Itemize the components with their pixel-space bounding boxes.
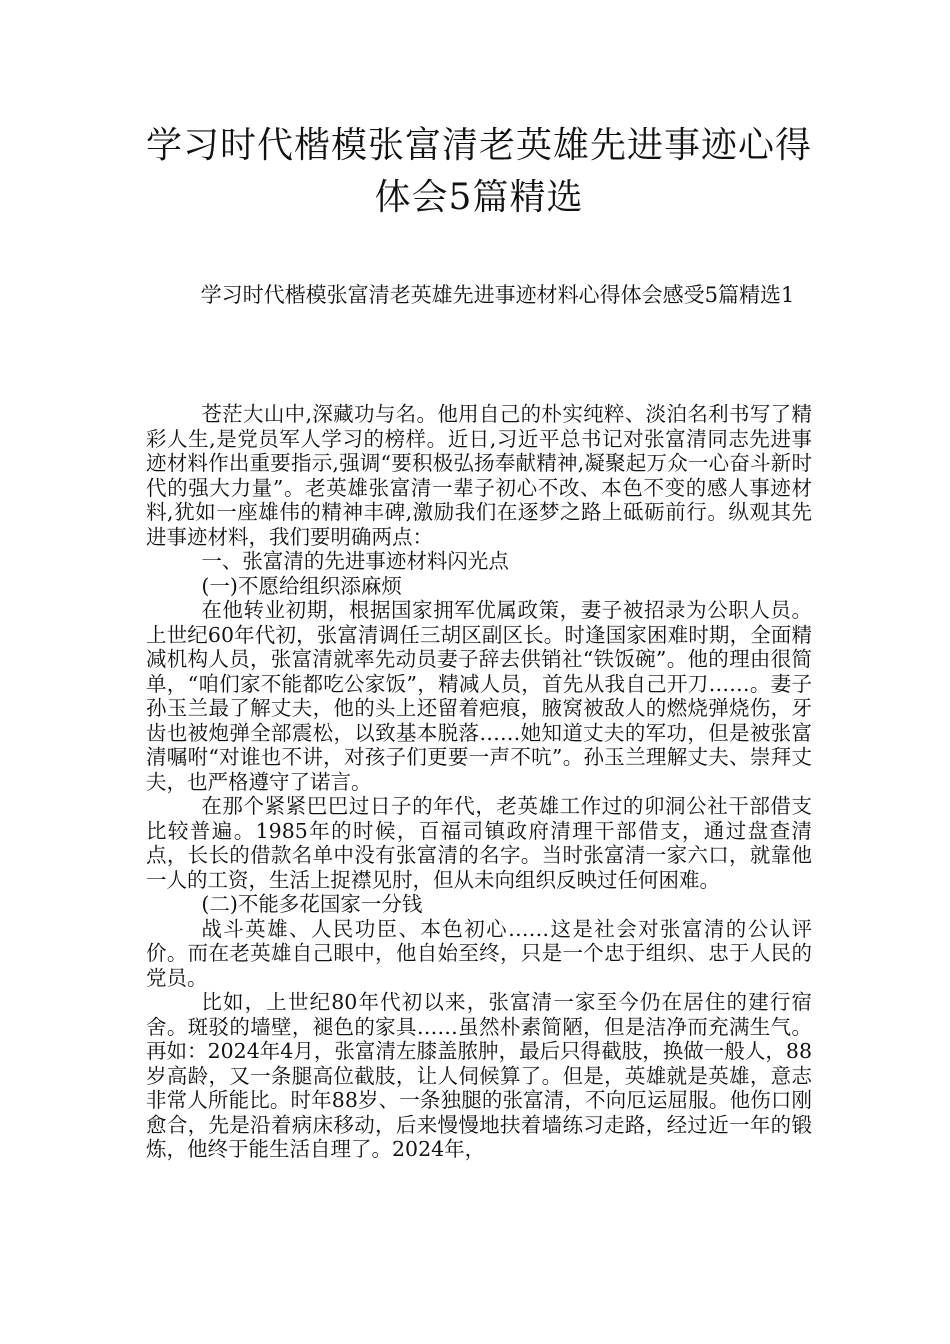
- document-title: [146, 120, 812, 224]
- title-line-1: 学习时代楷模张富清老英雄先进事迹心得: [146, 125, 813, 166]
- document-body: [146, 402, 812, 1162]
- section-heading-1: 一、张富清的先进事迹材料闪光点: [201, 549, 509, 573]
- paragraph-housing: 比如，上世纪80年代初以来，张富清一家至今仍在居住的建行宿舍。斑驳的墙壁，褪色的家具……虽然朴素简陋，但是洁净而充满生气。再如：2024年4月，张富清左膝盖脓肿，最后只得截肢，换做一般人，88岁高龄，又一条腿高位截肢，让人伺候算了。但是，英雄就是英雄，意志非常人所能比。时年88岁、一条独腿的张富清，不向厄运屈服。他伤口刚愈合，先是沿着病床移动，后来慢慢地扶着墙练习走路，经过近一年的锻炼，他终于能生活自理了。2024年，: [146, 990, 812, 1161]
- document-subtitle: 学习时代楷模张富清老英雄先进事迹材料心得体会感受5篇精选1: [200, 283, 795, 307]
- title-line-2: 体会5篇精选: [374, 177, 584, 218]
- paragraph-wife-story: 在他转业初期，根据国家拥军优属政策，妻子被招录为公职人员。上世纪60年代初，张富清调任三胡区副区长。时逢国家困难时期，全面精减机构人员，张富清就率先动员妻子辞去供销社“铁饭碗”。他的理由很简单，“咱们家不能都吃公家饭”，精减人员，首先从我自己开刀……。妻子孙玉兰最了解丈夫，他的头上还留着疤痕，腋窝被敌人的燃烧弹烧伤，牙齿也被炮弹全部震松，以致基本脱落……她知道丈夫的军功，但是被张富清嘱咐“对谁也不讲，对孩子们更要一声不吭”。孙玉兰理解丈夫、崇拜丈夫，也严格遵守了诺言。: [146, 598, 812, 794]
- paragraph-loans: 在那个紧紧巴巴过日子的年代，老英雄工作过的卯洞公社干部借支比较普遍。1985年的时候，百福司镇政府清理干部借支，通过盘查清点，长长的借款名单中没有张富清的名字。当时张富清一家六口，就靠他一人的工资，生活上捉襟见肘，但从未向组织反映过任何困难。: [146, 794, 812, 892]
- paragraph-evaluation: 战斗英雄、人民功臣、本色初心……这是社会对张富清的公认评价。而在老英雄自己眼中，他自始至终，只是一个忠于组织、忠于人民的党员。: [146, 916, 812, 990]
- document-page: [146, 120, 812, 1162]
- paragraph-intro: 苍茫大山中,深藏功与名。他用自己的朴实纯粹、淡泊名利书写了精彩人生,是党员军人学习的榜样。近日,习近平总书记对张富清同志先进事迹材料作出重要指示,强调“要积极弘扬奉献精神,凝聚起万众一心奋斗新时代的强大力量”。老英雄张富清一辈子初心不改、本色不变的感人事迹材料,犹如一座雄伟的精神丰碑,激励我们在逐梦之路上砥砺前行。纵观其先进事迹材料，我们要明确两点：: [146, 402, 812, 549]
- subsection-heading-2: (二)不能多花国家一分钱: [201, 892, 423, 916]
- subsection-heading-1: (一)不愿给组织添麻烦: [201, 573, 402, 598]
